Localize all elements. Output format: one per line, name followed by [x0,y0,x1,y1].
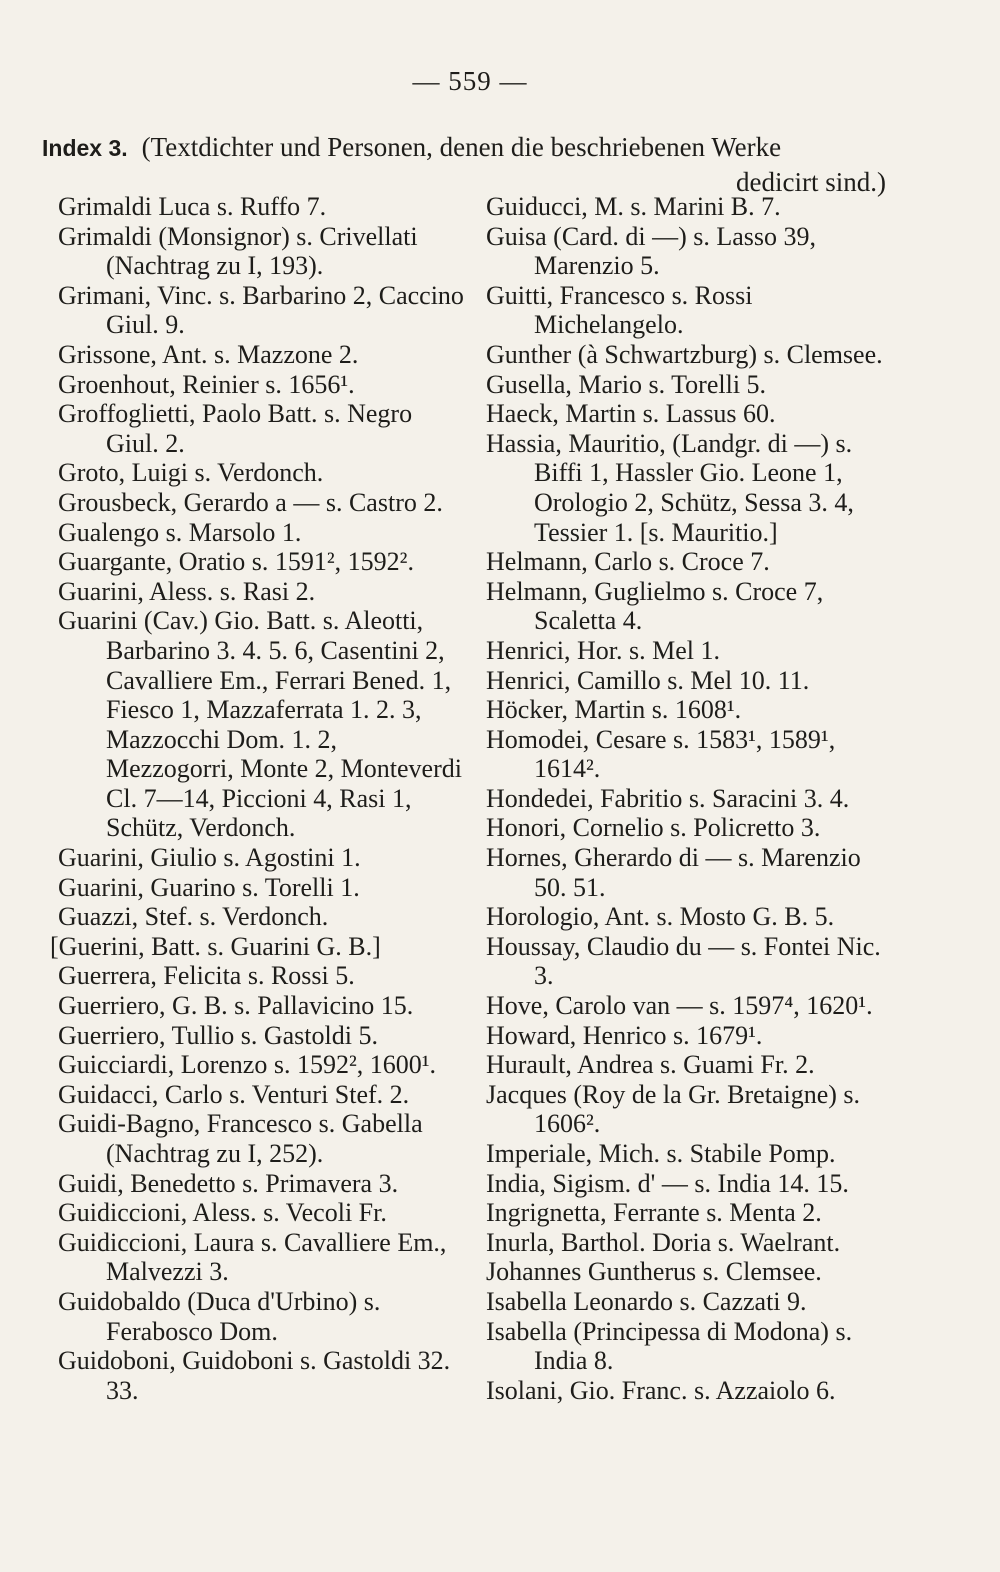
index-entry: Guidoboni, Guidoboni s. Gastoldi 32. 33. [58,1346,451,1405]
index-entry: Gunther (à Schwartzburg) s. Clemsee. [486,339,883,369]
index-entry: Isabella (Principessa di Modona) s. India 8. [486,1316,853,1376]
index-entry: Grissone, Ant. s. Mazzone 2. [58,339,359,369]
index-entry: Guicciardi, Lorenzo s. 1592², 1600¹. [58,1050,437,1080]
index-entry: Henrici, Camillo s. Mel 10. 11. [486,665,810,695]
index-entry: Groto, Luigi s. Verdonch. [58,458,324,488]
index-entry: Guarini (Cav.) Gio. Batt. s. Aleotti, Barbarino 3. 4. 5. 6, Casentini 2, Cavalliere Em., Ferrari Bened. 1, Fiesco 1, Mazzaferrata 1. 2. 3, Mazzocchi Dom. 1. 2, Mezzogorri, Monte 2, Monteverdi Cl. 7—14, Piccioni 4, Rasi 1, Schütz, Verdonch. [58,606,462,843]
index-entry: Grimani, Vinc. s. Barbarino 2, Caccino Giul. 9. [58,280,464,340]
index-entry: Homodei, Cesare s. 1583¹, 1589¹, 1614². [486,724,836,784]
index-entry: Hondedei, Fabritio s. Saracini 3. 4. [486,783,850,813]
index-entry: Guerrera, Felicita s. Rossi 5. [58,961,355,991]
index-entry: Houssay, Claudio du — s. Fontei Nic. 3. [486,931,881,991]
index-entry: Johannes Guntherus s. Clemsee. [486,1257,822,1287]
index-label: Index 3. [42,135,128,161]
index-entry: Hassia, Mauritio, (Landgr. di —) s. Biffi 1, Hassler Gio. Leone 1, Orologio 2, Schütz, Sessa 3. 4, Tessier 1. [s. Mauritio.] [486,428,854,547]
index-entry: Guiducci, M. s. Marini B. 7. [486,192,781,221]
index-entry: Grousbeck, Gerardo a — s. Castro 2. [58,487,443,517]
index-entry: Guidiccioni, Aless. s. Vecoli Fr. [58,1198,387,1228]
index-entry: Helmann, Carlo s. Croce 7. [486,547,770,577]
index-entry: Guitti, Francesco s. Rossi Michelangelo. [486,280,753,340]
index-entry: Gualengo s. Marsolo 1. [58,517,302,547]
index-entry: Hurault, Andrea s. Guami Fr. 2. [486,1050,815,1080]
index-entry: Guisa (Card. di —) s. Lasso 39, Marenzio 5. [486,221,817,281]
index-entry: Guidacci, Carlo s. Venturi Stef. 2. [58,1079,410,1109]
index-entry: Guarini, Guarino s. Torelli 1. [58,872,360,902]
index-entry: Guerriero, Tullio s. Gastoldi 5. [58,1020,378,1050]
index-entry: Hove, Carolo van — s. 1597⁴, 1620¹. [486,991,873,1021]
index-entry: Jacques (Roy de la Gr. Bretaigne) s. 1606². [486,1079,861,1139]
index-entry: Guazzi, Stef. s. Verdonch. [58,902,329,932]
index-entry: Isolani, Gio. Franc. s. Azzaiolo 6. [486,1375,836,1405]
index-entry: Guarini, Giulio s. Agostini 1. [58,843,361,873]
index-title-line2: dedicirt sind.) [736,167,886,197]
index-entry: India, Sigism. d' — s. India 14. 15. [486,1168,849,1198]
index-entry: Guarini, Aless. s. Rasi 2. [58,576,316,606]
index-entry: Groenhout, Reinier s. 1656¹. [58,369,355,399]
index-entry: Inurla, Barthol. Doria s. Waelrant. [486,1227,841,1257]
index-entry: Hornes, Gherardo di — s. Marenzio 50. 51. [486,843,861,902]
index-entry: Guidobaldo (Duca d'Urbino) s. Ferabosco Dom. [58,1286,381,1346]
index-entry: Ingrignetta, Ferrante s. Menta 2. [486,1198,822,1228]
index-entry: Imperiale, Mich. s. Stabile Pomp. [486,1139,836,1168]
index-entry: Honori, Cornelio s. Policretto 3. [486,813,821,843]
right-column [486,192,884,1405]
index-entry: Guargante, Oratio s. 1591², 1592². [58,547,414,577]
index-entry: Howard, Henrico s. 1679¹. [486,1020,763,1050]
index-entry: Helmann, Guglielmo s. Croce 7, Scaletta 4. [486,576,824,636]
index-entry: Guidi-Bagno, Francesco s. Gabella (Nachtrag zu I, 252). [58,1109,423,1168]
left-column [50,192,468,1405]
index-entry: Grimaldi (Monsignor) s. Crivellati (Nachtrag zu I, 193). [58,221,418,281]
index-entry: Gusella, Mario s. Torelli 5. [486,369,767,399]
index-entry: Haeck, Martin s. Lassus 60. [486,399,776,429]
index-entry: Henrici, Hor. s. Mel 1. [486,635,720,665]
index-entry: Isabella Leonardo s. Cazzati 9. [486,1286,807,1316]
index-entry: Grimaldi Luca s. Ruffo 7. [58,192,327,221]
index-entry: Guidi, Benedetto s. Primavera 3. [58,1168,399,1198]
index-title-line1: (Textdichter und Personen, denen die beschriebenen Werke [141,132,782,162]
index-entry: Guerriero, G. B. s. Pallavicino 15. [58,991,414,1021]
page-number: — 559 — [412,66,528,96]
index-entry: Guidiccioni, Laura s. Cavalliere Em., Malvezzi 3. [58,1227,447,1287]
index-entry: [Guerini, Batt. s. Guarini G. B.] [50,931,381,961]
index-entry: Horologio, Ant. s. Mosto G. B. 5. [486,902,835,932]
index-entry: Groffoglietti, Paolo Batt. s. Negro Giul. 2. [58,399,413,458]
index-entry: Höcker, Martin s. 1608¹. [486,695,742,725]
index-heading [42,130,912,199]
